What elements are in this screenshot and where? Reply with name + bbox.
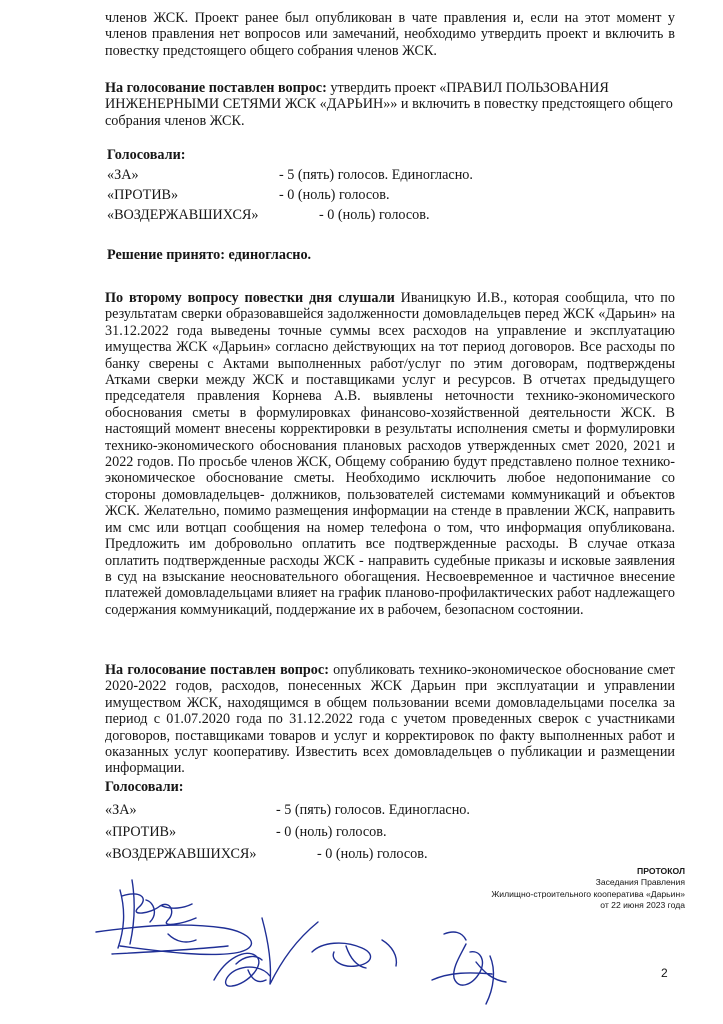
- voting-1-abstain-value: - 0 (ноль) голосов.: [319, 207, 430, 223]
- footer-line-2: Жилищно-строительного кооператива «Дарьин»: [491, 888, 685, 899]
- voting-1-against-value: - 0 (ноль) голосов.: [279, 187, 390, 203]
- voting-2-for-value: - 5 (пять) голосов. Единогласно.: [276, 802, 470, 818]
- voting-1-abstain-label: «ВОЗДЕРЖАВШИХСЯ»: [107, 207, 259, 223]
- voting-2-abstain-label: «ВОЗДЕРЖАВШИХСЯ»: [105, 846, 257, 862]
- vote-question-1-label: На голосование поставлен вопрос:: [105, 80, 327, 96]
- signature-3: [432, 932, 506, 1004]
- voting-1-for-value: - 5 (пять) голосов. Единогласно.: [279, 167, 473, 183]
- voting-1-against-label: «ПРОТИВ»: [107, 187, 179, 203]
- voting-2-heading: Голосовали:: [105, 779, 184, 795]
- vote-question-2: [105, 662, 675, 777]
- voting-2-against-value: - 0 (ноль) голосов.: [276, 824, 387, 840]
- vote-question-1-text: утвердить проект «ПРАВИЛ ПОЛЬЗОВАНИЯ ИНЖЕНЕРНЫМИ СЕТЯМИ ЖСК «ДАРЬИН»» и включить в повестку предстоящего общего собрания членов ЖСК.: [105, 80, 673, 129]
- decision-1: Решение принято: единогласно.: [107, 247, 312, 263]
- vote-question-2-text: опубликовать технико-экономическое обоснование смет 2020-2022 годов, расходов, понесенных ЖСК Дарьин при эксплуатации и управлении имуществом ЖСК, находящимся в общем пользовании всеми домовладельцами поселка за период с 01.07.2020 года по 31.12.2022 года с учетом проведенных сверок с участниками договоров, поставщиками товаров и услуг и корректировок по факту выполненных работ и оказанных услуг кооперативу. Известить всех домовладельцев о публикации и размещении информации.: [105, 662, 675, 777]
- vote-question-2-label: На голосование поставлен вопрос:: [105, 662, 329, 678]
- signature-1: [96, 880, 251, 954]
- intro-paragraph: членов ЖСК. Проект ранее был опубликован в чате правления и, если на этот момент у членов правления нет вопросов или замечаний, необходимо утвердить проект и включить в повестку предстоящего общего собрания членов ЖСК.: [105, 10, 675, 59]
- second-item-paragraph: [105, 290, 675, 618]
- voting-2-abstain-value: - 0 (ноль) голосов.: [317, 846, 428, 862]
- second-item-text: Иваницкую И.В., которая сообщила, что по результатам сверки образовавшейся задолженности домовладельцев перед ЖСК «Дарьин» на 31.12.2022 года выведены точные суммы всех расходов на управление и эксплуатацию имущества ЖСК «Дарьин» согласно действующих на тот период договоров. Все расходы по банку сверены с Актами выполненных работ/услуг по этим договорам, подтверждены Атками сверки между ЖСК и поставщиками услуг и ресурсов. В отчетах предыдущего председателя правления Корнева А.В. выявлены неточности технико-экономического обоснования сметы в формулировках финансово-хозяйственной деятельности ЖСК. В настоящий момент внесены корректировки в результаты исполнения сметы и формулировки технико-экономического обоснования плановых расходов утвержденных смет 2020, 2021 и 2022 годов. По просьбе членов ЖСК, Общему собранию будут представлено полное технико-экономическое обоснование сметы. Необходимо исключить любое недопонимание со стороны домовладельцев- должников, пользователей системами коммуникаций и объектов ЖСК. Желательно, помимо размещения информации на стенде в правлении ЖСК, направить им смс или вотцап сообщения на номер телефона о том, что информация опубликована. Предложить им добровольно оплатить все подтвержденные расходы. В случае отказа оплатить подтвержденные расходы ЖСК - направить судебные приказы и исковые заявления в суд на взыскание неосновательного обогащения. Несвоевременное и частичное внесение платежей домовладельцами влияет на график планово-профилактических работ надлежащего содержания коммуникаций, поддержание их в рабочем, безопасном состоянии.: [105, 290, 675, 618]
- voting-1-heading: Голосовали:: [107, 147, 186, 163]
- second-item-label: По второму вопросу повестки дня слушали: [105, 290, 395, 306]
- footer-title: ПРОТОКОЛ: [637, 866, 685, 876]
- voting-2-for-label: «ЗА»: [105, 802, 137, 818]
- footer-line-1: Заседания Правления: [595, 877, 685, 888]
- voting-1-for-label: «ЗА»: [107, 167, 139, 183]
- signatures: [0, 860, 723, 1024]
- voting-2-against-label: «ПРОТИВ»: [105, 824, 177, 840]
- vote-question-1: [105, 80, 675, 129]
- footer-line-3: от 22 июня 2023 года: [600, 900, 685, 911]
- page-number: 2: [661, 966, 668, 980]
